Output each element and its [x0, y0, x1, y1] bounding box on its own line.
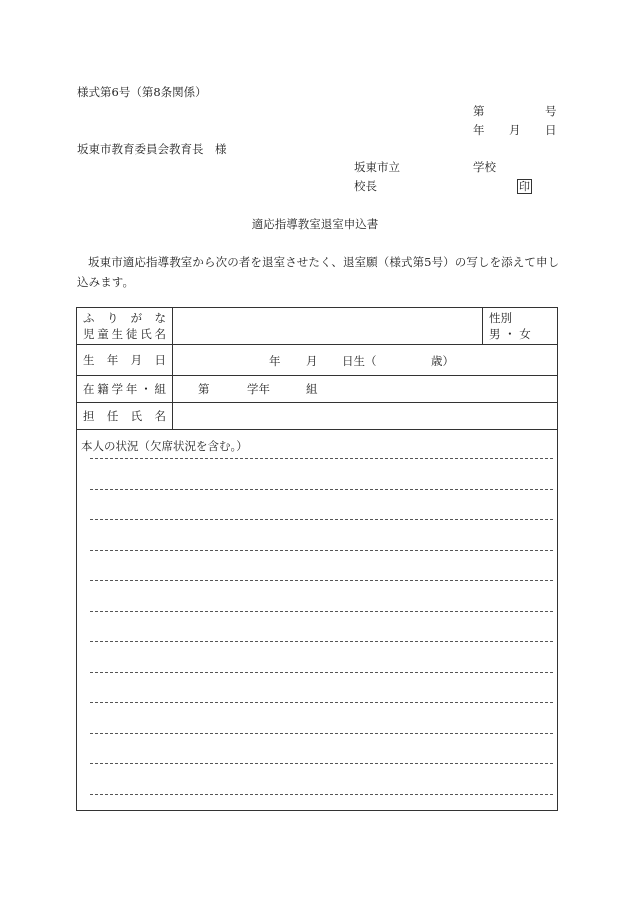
- addressee: 坂東市教育委員会教育長 様: [77, 142, 227, 156]
- name-field[interactable]: [173, 308, 483, 345]
- birth-month: 月: [306, 354, 318, 368]
- form-number: 様式第6号（第8条関係）: [77, 85, 207, 99]
- gender-cell: [483, 308, 558, 345]
- status-line: [90, 550, 553, 551]
- grade-field[interactable]: [173, 376, 558, 403]
- date-day: 日: [545, 123, 557, 137]
- status-line: [90, 794, 553, 795]
- grade-prefix: 第: [198, 382, 210, 396]
- principal-label: 校長: [354, 179, 377, 193]
- date-month: 月: [509, 123, 521, 137]
- status-line: [90, 763, 553, 764]
- status-line: [90, 489, 553, 490]
- birth-label: 生年月日: [77, 345, 173, 376]
- status-line: [90, 519, 553, 520]
- status-label: 本人の状況（欠席状況を含む。）: [81, 439, 248, 453]
- document-title: 適応指導教室退室申込書: [251, 217, 379, 231]
- status-line: [90, 672, 553, 673]
- gender-label: 性別: [489, 311, 512, 325]
- name-label: 児童生徒氏名: [83, 327, 166, 341]
- status-line: [90, 641, 553, 642]
- teacher-field[interactable]: [173, 403, 558, 430]
- grade-year: 学年: [247, 382, 270, 396]
- doc-no-suffix: 号: [545, 104, 557, 118]
- teacher-label: 担任氏名: [77, 403, 173, 430]
- birth-day: 日生（: [342, 354, 377, 368]
- status-cell[interactable]: [77, 430, 558, 811]
- seal-icon: 印: [519, 180, 530, 193]
- grade-label: 在籍学年・組: [77, 376, 173, 403]
- birth-year: 年: [269, 354, 281, 368]
- application-form: [76, 307, 558, 811]
- name-label-cell: [77, 308, 173, 345]
- date-year: 年: [473, 123, 485, 137]
- status-line: [90, 611, 553, 612]
- birth-field[interactable]: [173, 345, 558, 376]
- grade-class: 組: [306, 382, 318, 396]
- school-suffix: 学校: [473, 160, 496, 174]
- status-line: [90, 580, 553, 581]
- birth-age: 歳）: [431, 354, 454, 368]
- school-city: 坂東市立: [354, 160, 400, 174]
- furigana-label: ふりがな: [83, 311, 166, 325]
- status-line: [90, 702, 553, 703]
- status-line: [90, 733, 553, 734]
- doc-no-prefix: 第: [473, 104, 485, 118]
- status-line: [90, 458, 553, 459]
- gender-options[interactable]: 男 ・ 女: [489, 327, 531, 341]
- body-text: 坂東市適応指導教室から次の者を退室させたく、退室願（様式第5号）の写しを添えて申し込みます。: [77, 255, 560, 289]
